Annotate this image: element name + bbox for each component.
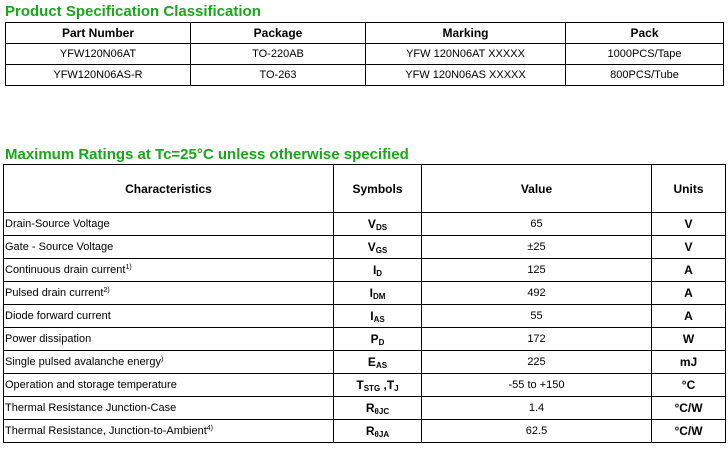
symbol-cell: [334, 328, 422, 351]
symbol-subscript: θJA: [374, 429, 390, 439]
value-cell: 172: [422, 328, 652, 351]
characteristic-label: Thermal Resistance, Junction-to-Ambient: [5, 425, 207, 437]
symbol-letter: I: [369, 285, 373, 300]
table-row: [4, 328, 726, 351]
package-cell: TO-220AB: [191, 44, 366, 65]
unit-cell: A: [652, 259, 726, 282]
symbol-cell: [334, 282, 422, 305]
table-row: [4, 351, 726, 374]
table-row: [4, 213, 726, 236]
unit-cell: °C: [652, 374, 726, 397]
symbol-cell: [334, 351, 422, 374]
table-row: [4, 259, 726, 282]
ratings-header-value: Value: [422, 165, 652, 213]
symbol-letter: R: [365, 423, 375, 438]
characteristic-label: Power dissipation: [5, 333, 92, 345]
pack-cell: 800PCS/Tube: [566, 65, 724, 86]
ratings-table: [3, 164, 726, 443]
characteristic-cell: [4, 374, 334, 397]
ratings-header-row: [4, 165, 726, 213]
ratings-section-title: Maximum Ratings at Tc=25°C unless otherwise specified: [5, 146, 409, 163]
value-cell: 55: [422, 305, 652, 328]
part-number-cell: YFW120N06AS-R: [6, 65, 191, 86]
value-cell: 62.5: [422, 420, 652, 443]
symbol-letter: I: [372, 262, 377, 277]
symbol-cell: [334, 374, 422, 397]
symbol-cell: [334, 213, 422, 236]
characteristic-cell: [4, 328, 334, 351]
unit-cell: A: [652, 305, 726, 328]
value-cell: 1.4: [422, 397, 652, 420]
value-cell: -55 to +150: [422, 374, 652, 397]
characteristic-cell: [4, 259, 334, 282]
characteristic-cell: [4, 282, 334, 305]
table-row: [4, 420, 726, 443]
footnote-marker: 4): [206, 425, 213, 432]
ratings-header-characteristics: Characteristics: [4, 165, 334, 213]
unit-cell: V: [652, 236, 726, 259]
characteristic-label: Single pulsed avalanche energy: [5, 356, 161, 368]
marking-cell: YFW 120N06AS XXXXX: [366, 65, 566, 86]
table-row: [4, 236, 726, 259]
pack-cell: 1000PCS/Tape: [566, 44, 724, 65]
footnote-marker: 2): [103, 287, 110, 294]
characteristic-label: Continuous drain current: [5, 264, 126, 276]
table-row: [4, 282, 726, 305]
symbol-subscript: GS: [375, 245, 388, 255]
symbol-cell: [334, 305, 422, 328]
table-row: [4, 305, 726, 328]
symbol-letter: I: [370, 308, 374, 323]
table-row: [4, 397, 726, 420]
symbol-subscript: DS: [375, 222, 388, 232]
characteristic-label: Diode forward current: [5, 310, 111, 322]
characteristic-cell: [4, 213, 334, 236]
symbol-subscript: D: [378, 337, 385, 347]
characteristic-label: Operation and storage temperature: [5, 379, 177, 391]
characteristic-cell: [4, 351, 334, 374]
symbol-letter: V: [367, 216, 376, 231]
part-number-cell: YFW120N06AT: [6, 44, 191, 65]
ratings-header-units: Units: [652, 165, 726, 213]
symbol-subscript: D: [376, 268, 383, 278]
unit-cell: °C/W: [652, 397, 726, 420]
spec-table: [5, 22, 724, 86]
value-cell: 125: [422, 259, 652, 282]
symbol-cell: [334, 259, 422, 282]
unit-cell: mJ: [652, 351, 726, 374]
characteristic-label: Pulsed drain current: [5, 287, 104, 299]
spec-header-part-number: Part Number: [6, 23, 191, 44]
symbol-letter: E: [367, 354, 376, 369]
characteristic-cell: [4, 420, 334, 443]
characteristic-cell: [4, 305, 334, 328]
footnote-marker: 1): [125, 264, 132, 271]
symbol-letter: P: [370, 331, 379, 346]
unit-cell: W: [652, 328, 726, 351]
table-row: [6, 65, 724, 86]
symbol-subscript: AS: [373, 314, 385, 324]
symbol-subscript: θJC: [374, 406, 390, 416]
unit-cell: A: [652, 282, 726, 305]
value-cell: ±25: [422, 236, 652, 259]
symbol-letter-2: ,T: [380, 377, 395, 392]
symbol-cell: [334, 236, 422, 259]
unit-cell: °C/W: [652, 420, 726, 443]
characteristic-label: Thermal Resistance Junction-Case: [5, 402, 177, 414]
spec-header-marking: Marking: [366, 23, 566, 44]
footnote-marker: ): [160, 356, 164, 363]
symbol-subscript: STG: [363, 383, 381, 393]
symbol-letter: V: [367, 239, 376, 254]
spec-header-row: [6, 23, 724, 44]
ratings-header-symbols: Symbols: [334, 165, 422, 213]
value-cell: 65: [422, 213, 652, 236]
unit-cell: V: [652, 213, 726, 236]
symbol-subscript: DM: [372, 291, 386, 301]
symbol-subscript: AS: [375, 360, 388, 370]
package-cell: TO-263: [191, 65, 366, 86]
spec-section-title: Product Specification Classification: [5, 3, 261, 20]
spec-header-pack: Pack: [566, 23, 724, 44]
characteristic-cell: [4, 236, 334, 259]
characteristic-label: Drain-Source Voltage: [5, 218, 110, 230]
symbol-cell: [334, 397, 422, 420]
table-row: [6, 44, 724, 65]
symbol-subscript-2: J: [394, 383, 399, 393]
marking-cell: YFW 120N06AT XXXXX: [366, 44, 566, 65]
characteristic-cell: [4, 397, 334, 420]
value-cell: 225: [422, 351, 652, 374]
symbol-cell: [334, 420, 422, 443]
characteristic-label: Gate - Source Voltage: [5, 241, 114, 253]
symbol-letter: T: [356, 377, 364, 392]
value-cell: 492: [422, 282, 652, 305]
table-row: [4, 374, 726, 397]
symbol-letter: R: [365, 400, 375, 415]
spec-header-package: Package: [191, 23, 366, 44]
